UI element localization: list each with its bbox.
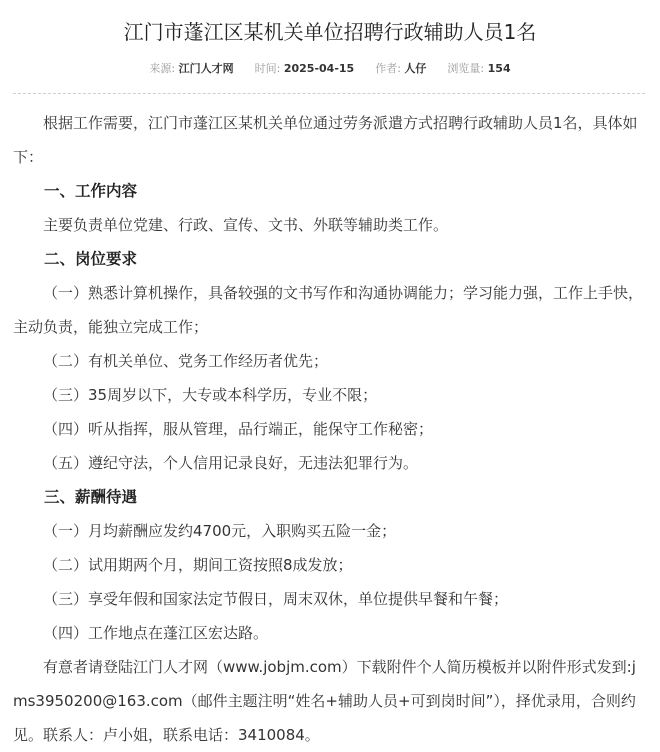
section-heading-work: 一、工作内容 <box>44 182 138 200</box>
author-value: 人仔 <box>404 62 427 75</box>
section-heading-requirements: 二、岗位要求 <box>44 250 138 268</box>
article-meta <box>0 61 660 77</box>
time-label: 时间: <box>254 62 281 75</box>
views-label: 浏览量: <box>447 62 485 75</box>
article-title: 江门市蓬江区某机关单位招聘行政辅助人员1名 <box>123 20 537 44</box>
requirement-item: （五）遵纪守法，个人信用记录良好，无违法犯罪行为。 <box>43 454 419 472</box>
section-heading-salary: 三、薪酬待遇 <box>44 488 138 506</box>
work-content-paragraph: 主要负责单位党建、行政、宣传、文书、外联等辅助类工作。 <box>43 216 449 234</box>
requirement-item: （二）有机关单位、党务工作经历者优先； <box>43 352 329 370</box>
author-label: 作者: <box>375 62 401 75</box>
closing-paragraph: 有意者请登陆江门人才网（www.jobjm.com）下载附件个人简历模板并以附件形式发到:jms3950200@163.com（邮件主题注明“姓名+辅助人员+可到岗时间”），择优录用，合则约见。联系人：卢小姐，联系电话：3410084。 <box>13 658 636 744</box>
salary-item: （四）工作地点在蓬江区宏达路。 <box>43 624 269 642</box>
intro-paragraph: 根据工作需要，江门市蓬江区某机关单位通过劳务派遣方式招聘行政辅助人员1名，具体如下： <box>13 114 638 166</box>
article-body <box>13 106 645 752</box>
source-label: 来源: <box>149 62 176 75</box>
requirement-item: （四）听从指挥，服从管理，品行端正，能保守工作秘密； <box>43 420 434 438</box>
time-value: 2025-04-15 <box>283 62 355 75</box>
requirement-item: （三）35周岁以下，大专或本科学历，专业不限； <box>43 386 378 404</box>
salary-item: （三）享受年假和国家法定节假日，周末双休，单位提供早餐和午餐； <box>43 590 509 608</box>
salary-item: （二）试用期两个月，期间工资按照8成发放； <box>43 556 353 574</box>
salary-item: （一）月均薪酬应发约4700元，入职购买五险一金； <box>43 522 397 540</box>
source-value[interactable]: 江门人才网 <box>178 62 234 75</box>
requirement-item: （一）熟悉计算机操作，具备较强的文书写作和沟通协调能力；学习能力强，工作上手快，主动负责，能独立完成工作； <box>13 284 644 336</box>
title-divider <box>13 93 645 94</box>
views-value: 154 <box>487 62 511 75</box>
